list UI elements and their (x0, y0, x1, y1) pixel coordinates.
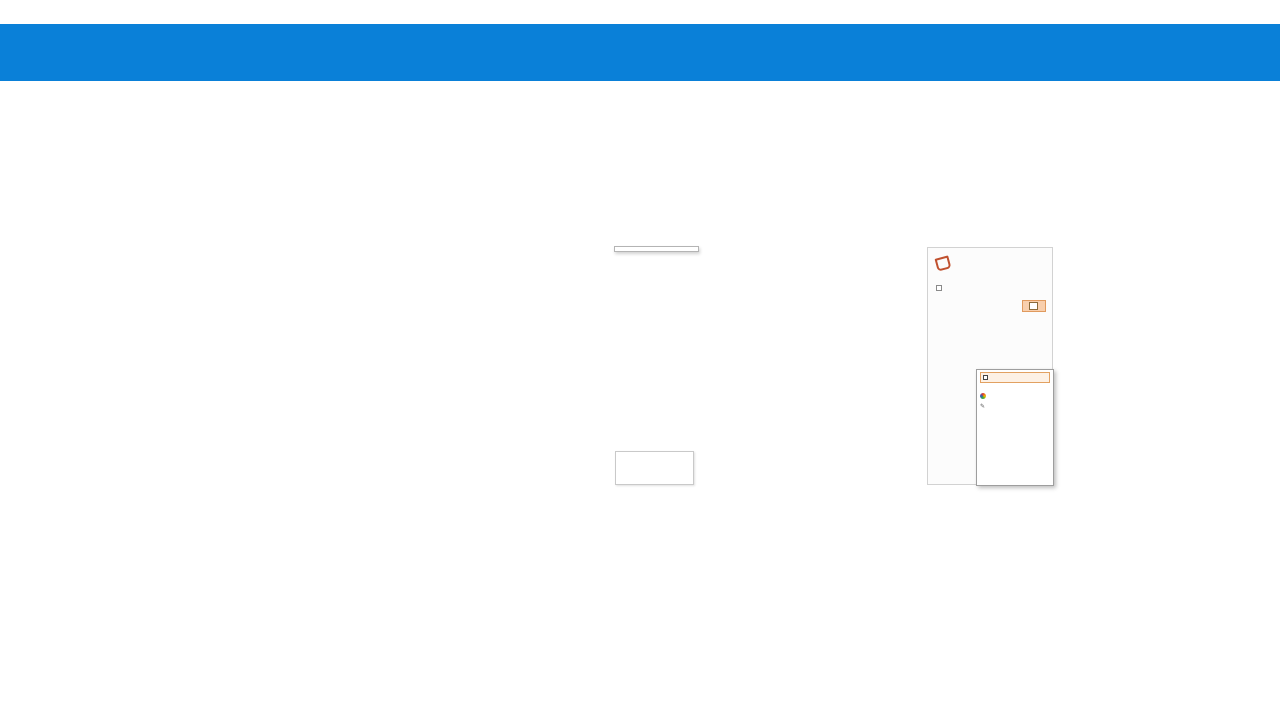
dark-center-square (269, 367, 345, 441)
color-wheel-icon (980, 393, 986, 399)
fill-bucket-icon (935, 255, 952, 271)
title-band (0, 24, 1280, 81)
eyedropper-icon: ✎ (980, 403, 986, 410)
squares-illustration (232, 331, 382, 477)
hide-bg-checkbox[interactable] (936, 285, 942, 291)
format-background-pane (927, 247, 1053, 485)
color-picker-dropdown (976, 369, 1054, 486)
automatic-option[interactable] (980, 372, 1050, 383)
hide-background-graphics-row[interactable] (936, 285, 1052, 291)
context-menu (614, 246, 699, 252)
more-colors-option[interactable] (980, 392, 1050, 401)
fill-color-button[interactable] (1022, 300, 1046, 312)
page-title (0, 24, 1280, 31)
automatic-swatch (983, 375, 988, 380)
shape-mini-toolbar (615, 451, 694, 485)
bucket-icon (1029, 302, 1038, 310)
eyedropper-option[interactable] (980, 402, 1050, 411)
